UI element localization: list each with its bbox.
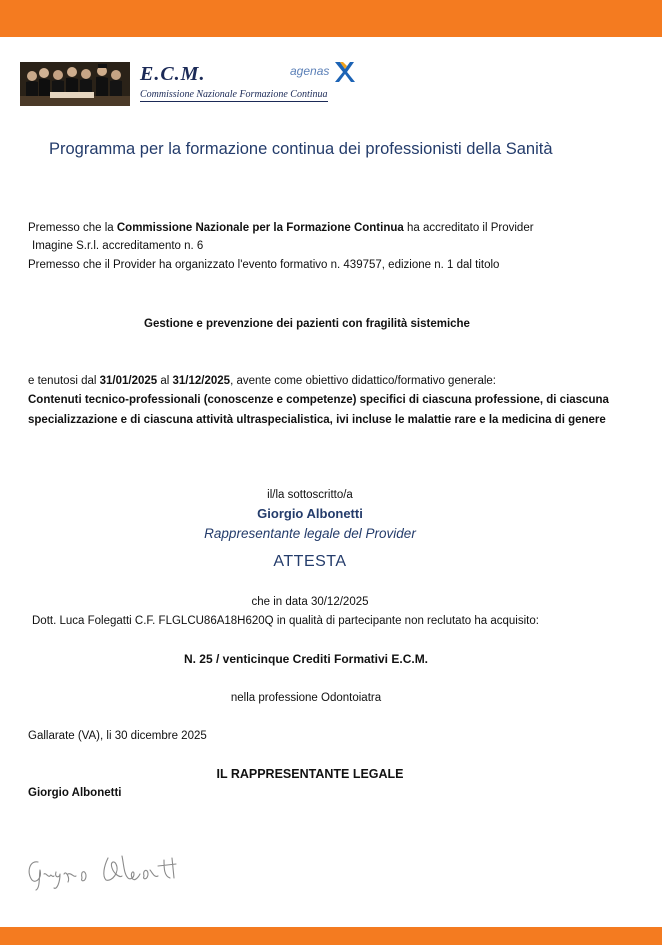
agenas-logo-text: agenas bbox=[290, 64, 330, 78]
intro-line-2: Imagine S.r.l. accreditamento n. 6 bbox=[32, 240, 204, 252]
ecm-brand-title: E.C.M. bbox=[140, 63, 206, 85]
event-title: Gestione e prevenzione dei pazienti con fragilità sistemiche bbox=[144, 318, 470, 330]
place-and-date: Gallarate (VA), li 30 dicembre 2025 bbox=[28, 730, 207, 742]
profession-line: nella professione Odontoiatra bbox=[230, 692, 382, 704]
program-title: Programma per la formazione continua dei professionisti della Sanità bbox=[49, 140, 553, 158]
signer-role: Rappresentante legale del Provider bbox=[204, 526, 416, 541]
handwritten-signature bbox=[24, 848, 194, 892]
attesta-heading: ATTESTA bbox=[273, 553, 347, 570]
intro-line-3: Premesso che il Provider ha organizzato l'evento formativo n. 439757, edizione n. 1 dal titolo bbox=[28, 259, 500, 271]
signer-name: Giorgio Albonetti bbox=[257, 506, 363, 521]
legal-representative-name: Giorgio Albonetti bbox=[28, 787, 122, 799]
event-dates: e tenutosi dal 31/01/2025 al 31/12/2025, avente come obiettivo didattico/formativo generale: bbox=[28, 375, 497, 387]
intro-line-1: Premesso che la Commissione Nazionale per la Formazione Continua ha accreditato il Provider bbox=[28, 222, 534, 234]
ecm-brand-subtitle: Commissione Nazionale Formazione Continua bbox=[140, 89, 328, 100]
legal-representative-heading: IL RAPPRESENTANTE LEGALE bbox=[216, 767, 404, 781]
participant-line: Dott. Luca Folegatti C.F. FLGLCU86A18H620Q in qualità di partecipante non reclutato ha acquisito: bbox=[32, 615, 539, 627]
attestation-date: che in data 30/12/2025 bbox=[251, 596, 369, 608]
agenas-x-icon bbox=[332, 60, 358, 84]
bottom-accent-bar bbox=[0, 927, 662, 945]
undersigned-label: il/la sottoscritto/a bbox=[267, 489, 353, 501]
training-objective: Contenuti tecnico-professionali (conoscenze e competenze) specifici di ciascuna professione, di ciascuna specializzazione e di ciascuna attività ultraspecialistica, ivi incluse le malattie rare e la medicina di genere bbox=[28, 394, 609, 426]
credits-awarded: N. 25 / venticinque Crediti Formativi E.C.M. bbox=[183, 652, 429, 666]
anatomy-lesson-painting-logo bbox=[20, 62, 130, 106]
top-accent-bar bbox=[0, 0, 662, 37]
